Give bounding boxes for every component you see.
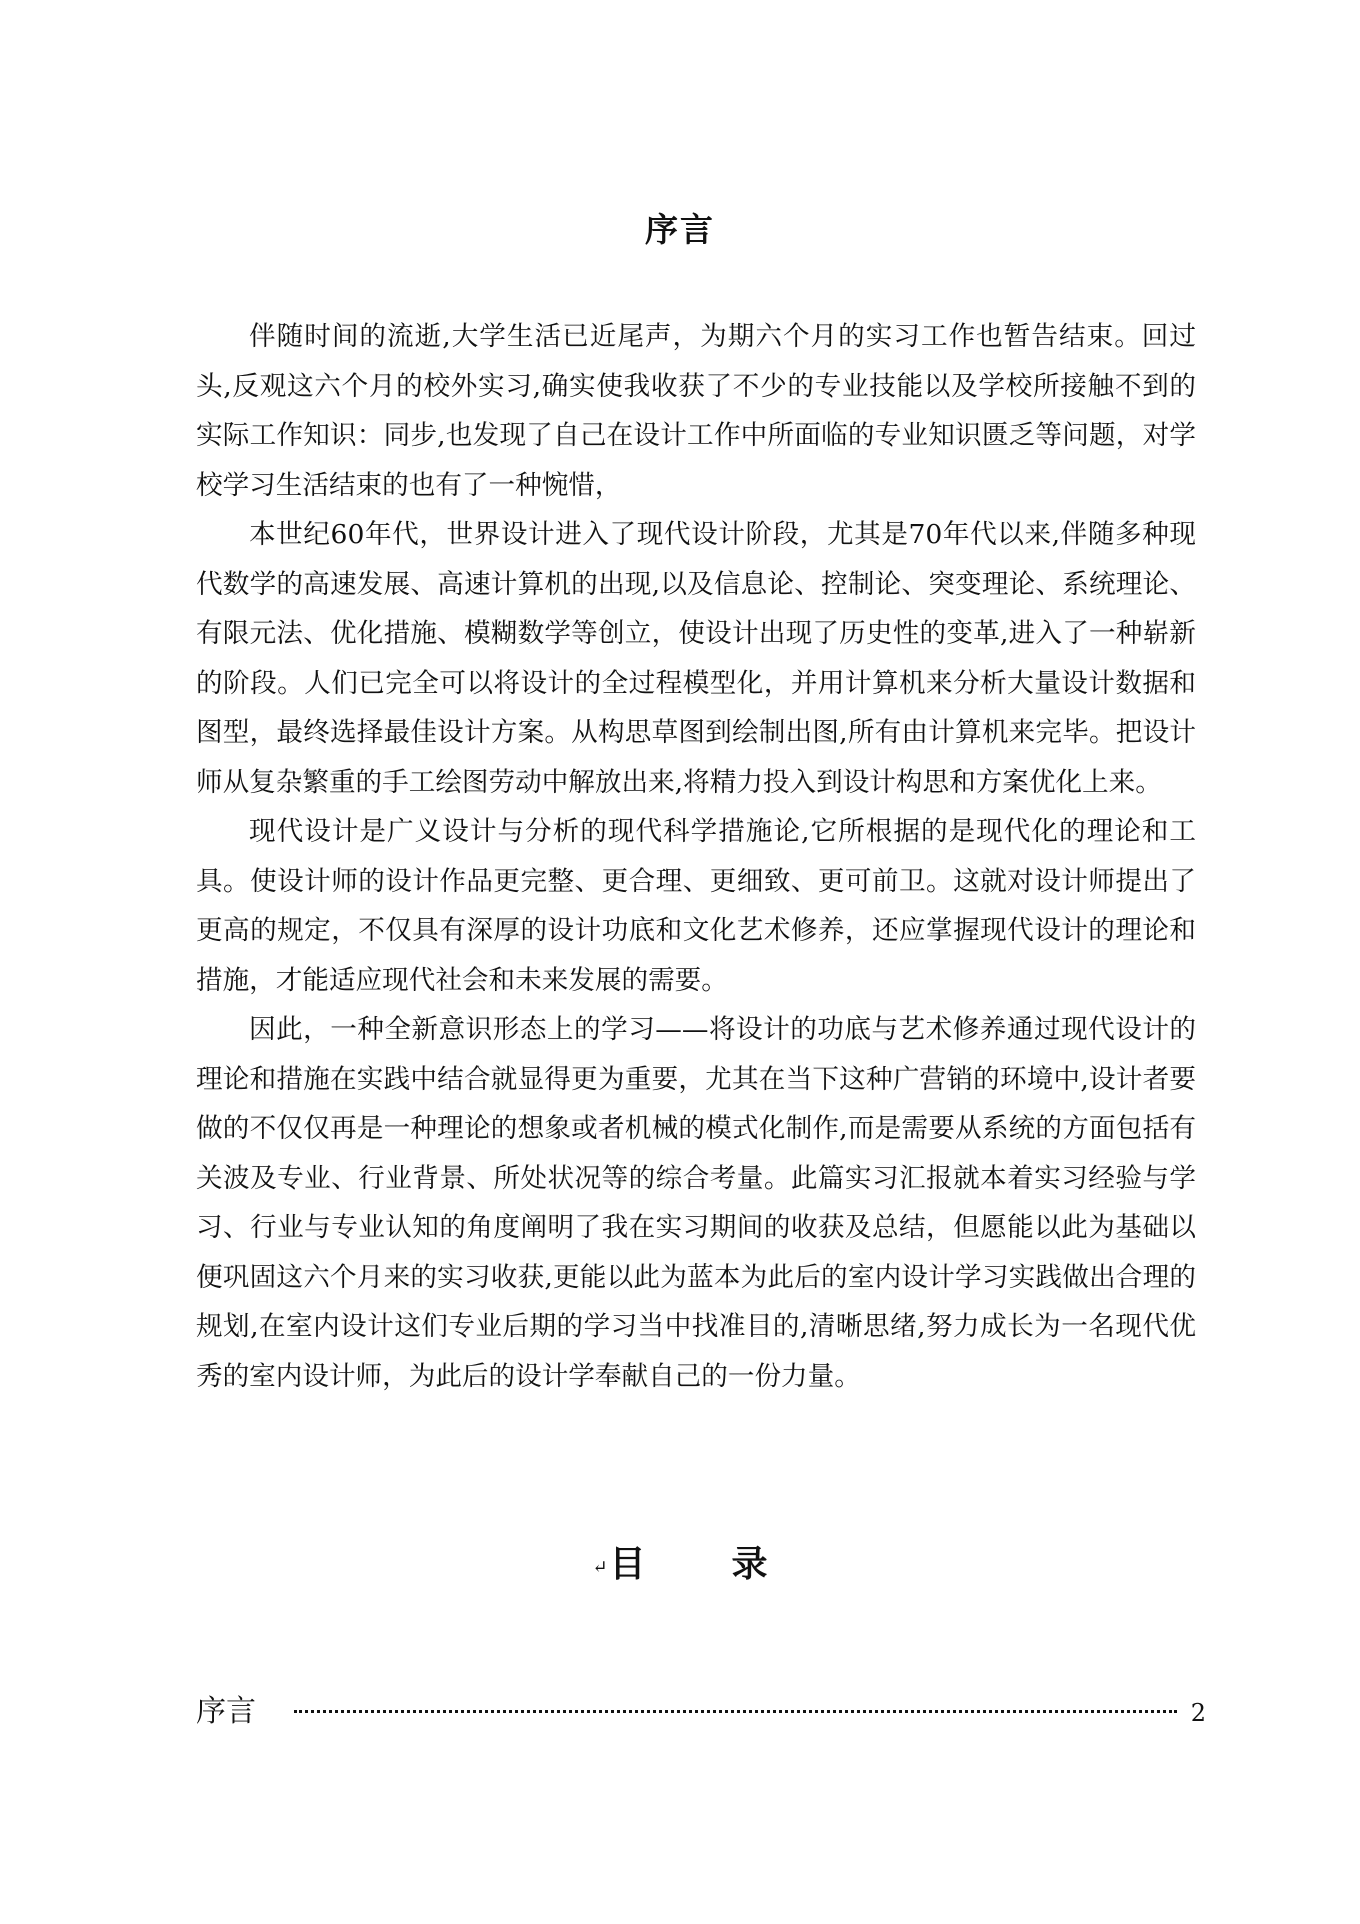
- toc-heading-left: 目: [609, 1543, 646, 1585]
- toc-entry[interactable]: [196, 1686, 1206, 1730]
- toc-entry-page: 2: [1190, 1699, 1206, 1727]
- preface-body: [196, 312, 1196, 1401]
- toc-heading-right: 录: [731, 1543, 768, 1585]
- toc-heading: [0, 1536, 1360, 1587]
- toc-leader-dots: [294, 1710, 1177, 1713]
- paragraph: 本世纪60年代，世界设计进入了现代设计阶段，尤其是70年代以来,伴随多种现代数学的高速发展、高速计算机的出现,以及信息论、控制论、突变理论、系统理论、有限元法、优化措施、模糊数学等创立，使设计出现了历史性的变革,进入了一种崭新的阶段。人们已完全可以将设计的全过程模型化，并用计算机来分析大量设计数据和图型，最终选择最佳设计方案。从构思草图到绘制出图,所有由计算机来完毕。把设计师从复杂繁重的手工绘图劳动中解放出来,将精力投入到设计构思和方案优化上来。: [196, 519, 1196, 798]
- paragraph: 因此，一种全新意识形态上的学习——将设计的功底与艺术修养通过现代设计的理论和措施在实践中结合就显得更为重要，尤其在当下这种广营销的环境中,设计者要做的不仅仅再是一种理论的想象或者机械的模式化制作,而是需要从系统的方面包括有关波及专业、行业背景、所处状况等的综合考量。此篇实习汇报就本着实习经验与学习、行业与专业认知的角度阐明了我在实习期间的收获及总结，但愿能以此为基础以便巩固这六个月来的实习收获,更能以此为蓝本为此后的室内设计学习实践做出合理的规划,在室内设计这们专业后期的学习当中找准目的,清晰思绪,努力成长为一名现代优秀的室内设计师，为此后的设计学奉献自己的一份力量。: [196, 1014, 1196, 1392]
- paragraph-mark-icon: ↵: [592, 1556, 608, 1578]
- paragraph: 伴随时间的流逝,大学生活已近尾声，为期六个月的实习工作也暂告结束。回过头,反观这六个月的校外实习,确实使我收获了不少的专业技能以及学校所接触不到的实际工作知识：同步,也发现了自己在设计工作中所面临的专业知识匮乏等问题，对学校学习生活结束的也有了一种惋惜，: [196, 321, 1196, 501]
- toc-entry-label: 序言: [196, 1694, 256, 1729]
- paragraph: 现代设计是广义设计与分析的现代科学措施论,它所根据的是现代化的理论和工具。使设计师的设计作品更完整、更合理、更细致、更可前卫。这就对设计师提出了更高的规定，不仅具有深厚的设计功底和文化艺术修养，还应掌握现代设计的理论和措施，才能适应现代社会和未来发展的需要。: [196, 816, 1196, 996]
- page-title: 序言: [645, 210, 715, 249]
